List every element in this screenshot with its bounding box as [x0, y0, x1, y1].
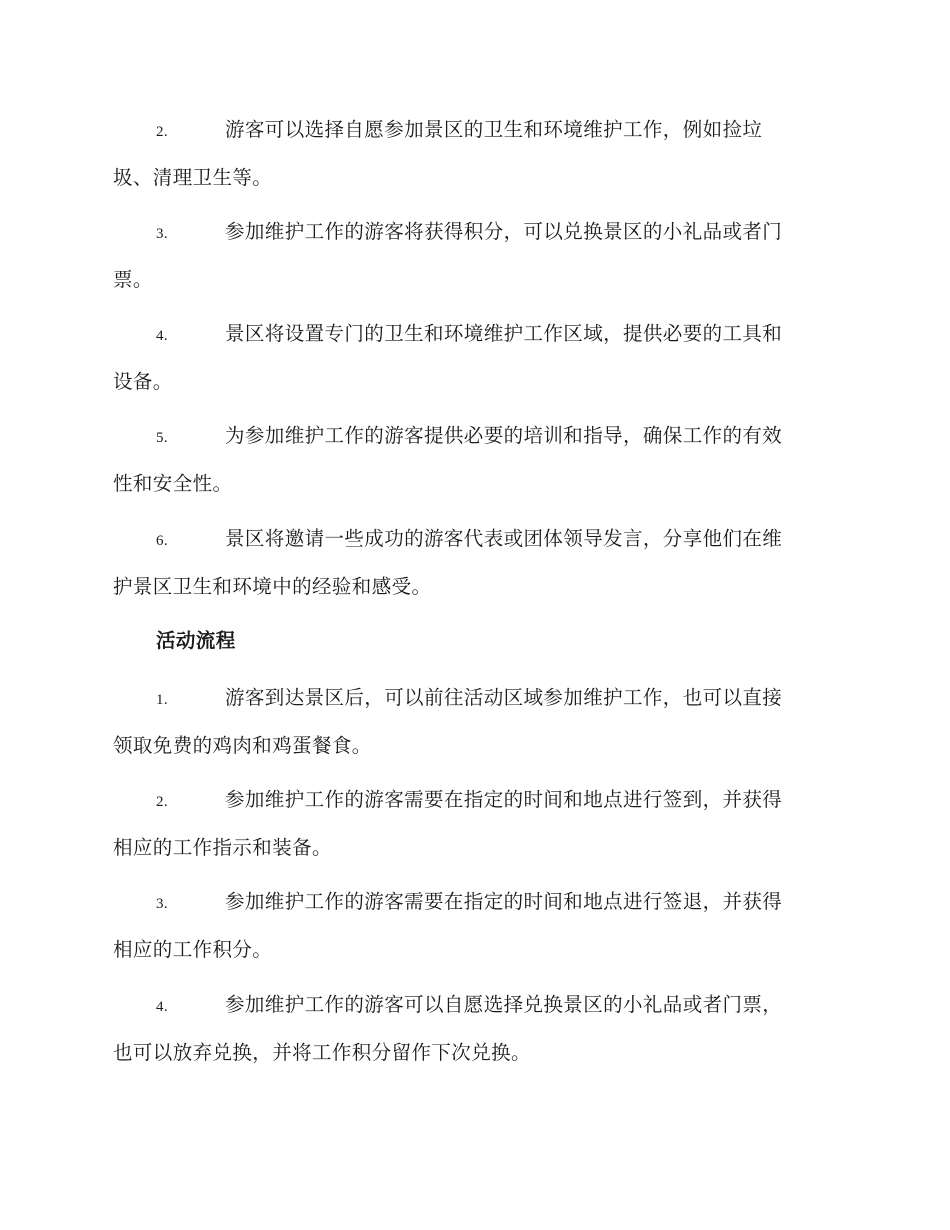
list-item-number: 4. [156, 999, 169, 1015]
list-item [113, 107, 835, 201]
list-item-number: 3. [156, 896, 169, 912]
list-item [113, 209, 835, 303]
list-item-continuation: 相应的工作积分。 [113, 938, 273, 961]
list-item-first-line [113, 516, 835, 564]
list-item-number: 3. [156, 226, 169, 242]
list-item-text: 景区将邀请一些成功的游客代表或团体领导发言，分享他们在维 [225, 527, 783, 550]
list-item-continuation: 票。 [113, 268, 153, 291]
list-item-text: 参加维护工作的游客可以自愿选择兑换景区的小礼品或者门票， [225, 993, 783, 1016]
list-item-continuation: 设备。 [113, 370, 173, 393]
list-item-first-line [113, 311, 835, 359]
list-item-text: 游客到达景区后，可以前往活动区域参加维护工作，也可以直接 [225, 686, 783, 709]
list-item-text: 参加维护工作的游客需要在指定的时间和地点进行签到，并获得 [225, 788, 783, 811]
list-item-number: 5. [156, 430, 169, 446]
list-item-first-line [113, 209, 835, 257]
list-item [113, 879, 835, 973]
list-item-number: 2. [156, 124, 169, 140]
list-item-text: 为参加维护工作的游客提供必要的培训和指导，确保工作的有效 [225, 424, 783, 447]
list-item-continuation: 性和安全性。 [113, 472, 233, 495]
list-item-first-line [113, 675, 835, 723]
list-item-number: 4. [156, 328, 169, 344]
list-item-number: 1. [156, 692, 169, 708]
list-item-continuation: 护景区卫生和环境中的经验和感受。 [113, 575, 432, 598]
list-item-first-line [113, 879, 835, 927]
list-item [113, 516, 835, 610]
list-item-text: 景区将设置专门的卫生和环境维护工作区域，提供必要的工具和 [225, 322, 783, 345]
list-item [113, 777, 835, 871]
section-heading: 活动流程 [156, 629, 236, 652]
list-item-number: 6. [156, 533, 169, 549]
list-item [113, 675, 835, 769]
list-item-continuation: 相应的工作指示和装备。 [113, 836, 332, 859]
list-item [113, 311, 835, 405]
list-item [113, 982, 835, 1076]
list-item-continuation: 圾、清理卫生等。 [113, 166, 273, 189]
list-item-first-line [113, 413, 835, 461]
list-item-continuation: 也可以放弃兑换，并将工作积分留作下次兑换。 [113, 1041, 531, 1064]
list-item-first-line [113, 777, 835, 825]
list-item-text: 参加维护工作的游客将获得积分，可以兑换景区的小礼品或者门 [225, 220, 783, 243]
list-item-first-line [113, 982, 835, 1030]
list-item-first-line [113, 107, 835, 155]
list-item-text: 游客可以选择自愿参加景区的卫生和环境维护工作，例如捡垃 [225, 118, 763, 141]
list-item-text: 参加维护工作的游客需要在指定的时间和地点进行签退，并获得 [225, 890, 783, 913]
list-item [113, 413, 835, 507]
list-item-continuation: 领取免费的鸡肉和鸡蛋餐食。 [113, 734, 372, 757]
list-item-number: 2. [156, 794, 169, 810]
